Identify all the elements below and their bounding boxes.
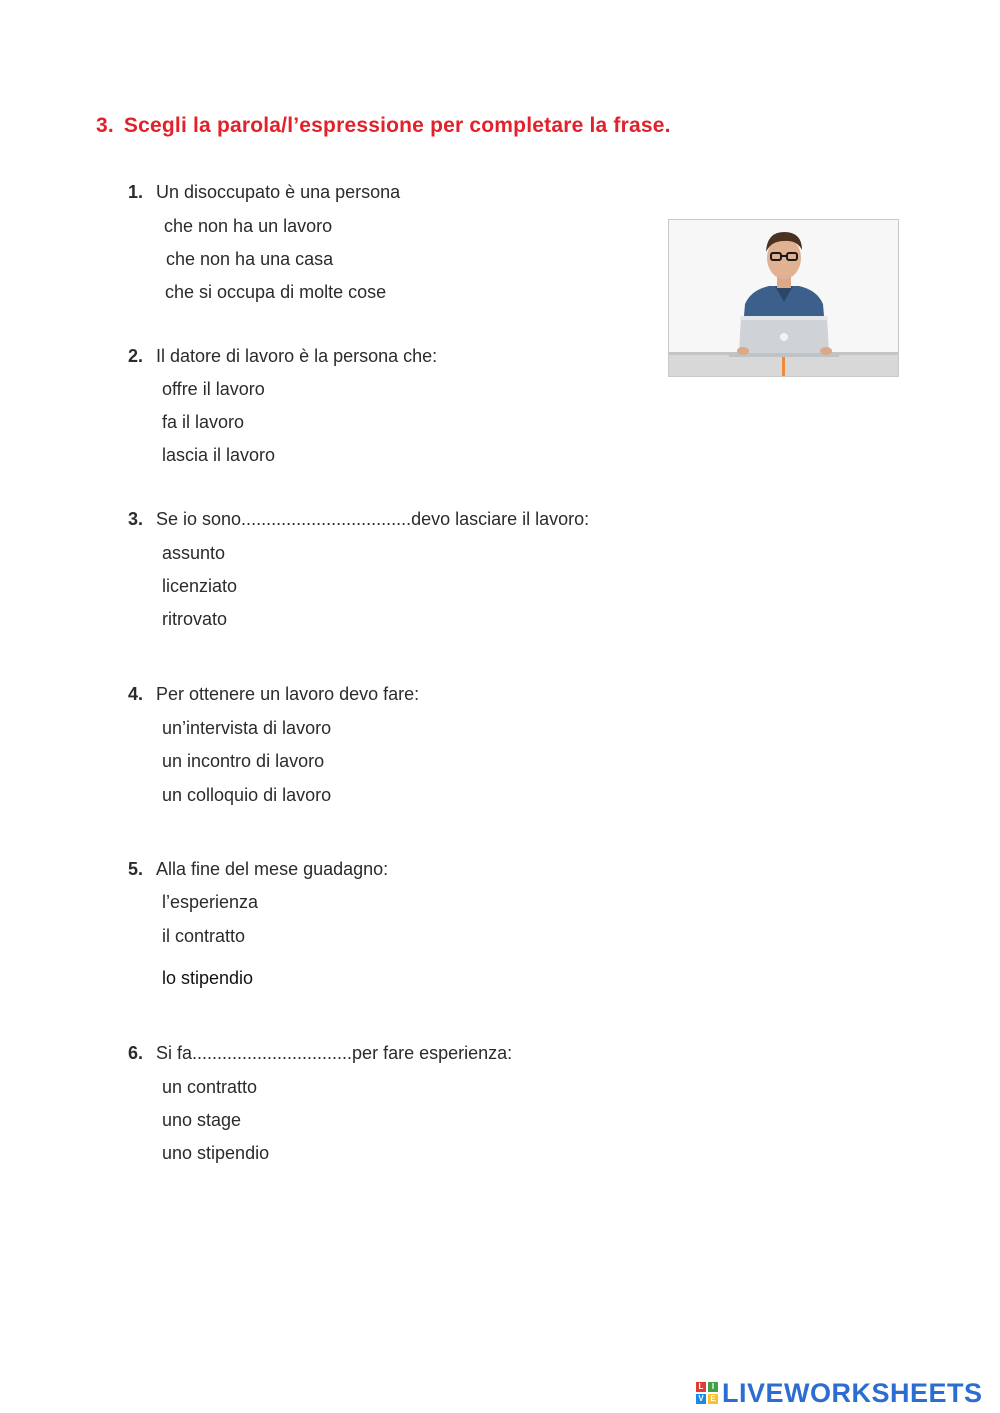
answer-option[interactable]: un contratto [162, 1077, 258, 1097]
question-number: 3. [128, 509, 144, 529]
answer-option[interactable]: lo stipendio [162, 968, 254, 988]
answer-option[interactable]: lascia il lavoro [162, 445, 276, 465]
answer-option[interactable]: fa il lavoro [162, 412, 245, 432]
answer-option[interactable]: l’esperienza [162, 892, 259, 912]
answer-option[interactable]: un incontro di lavoro [162, 751, 325, 771]
question-text: Un disoccupato è una persona [156, 182, 401, 202]
answer-option[interactable]: un’intervista di lavoro [162, 718, 332, 738]
question-3 [128, 509, 590, 629]
logo-letter: E [708, 1394, 718, 1404]
liveworksheets-logo[interactable] [696, 1376, 983, 1410]
answer-option[interactable]: il contratto [162, 926, 246, 946]
question-number: 1. [128, 182, 144, 202]
question-1 [128, 182, 401, 302]
question-6 [128, 1043, 513, 1163]
question-text: Il datore di lavoro è la persona che: [156, 346, 438, 366]
exercise-instruction: Scegli la parola/l’espressione per completare la frase. [123, 114, 671, 137]
question-text: Per ottenere un lavoro devo fare: [156, 684, 420, 704]
logo-icon [696, 1382, 718, 1404]
answer-option[interactable]: uno stage [162, 1110, 242, 1130]
answer-option[interactable]: offre il lavoro [162, 379, 265, 399]
logo-letter: I [708, 1382, 718, 1392]
question-number: 5. [128, 859, 144, 879]
answer-option[interactable]: uno stipendio [162, 1143, 270, 1163]
answer-option[interactable]: ritrovato [162, 609, 228, 629]
photo-illustration [669, 220, 898, 376]
exercise-heading [96, 114, 671, 138]
question-text: Se io sono..................................devo lasciare il lavoro: [156, 509, 590, 529]
exercise-number: 3. [96, 114, 114, 137]
question-number: 6. [128, 1043, 144, 1063]
answer-option[interactable]: che non ha un lavoro [164, 216, 333, 236]
answer-option[interactable]: licenziato [162, 576, 238, 596]
question-text: Alla fine del mese guadagno: [156, 859, 389, 879]
question-4 [128, 684, 420, 805]
logo-letter: L [696, 1382, 706, 1392]
answer-option[interactable]: che non ha una casa [166, 249, 334, 269]
question-text: Si fa................................per fare esperienza: [156, 1043, 513, 1063]
man-with-laptop-photo [668, 219, 899, 377]
logo-letter: V [696, 1394, 706, 1404]
question-5 [128, 859, 389, 988]
question-number: 4. [128, 684, 144, 704]
question-2 [128, 346, 438, 465]
answer-option[interactable]: un colloquio di lavoro [162, 785, 332, 805]
answer-option[interactable]: assunto [162, 543, 226, 563]
question-number: 2. [128, 346, 144, 366]
logo-text: LIVEWORKSHEETS [722, 1377, 983, 1408]
answer-option[interactable]: che si occupa di molte cose [165, 282, 387, 302]
